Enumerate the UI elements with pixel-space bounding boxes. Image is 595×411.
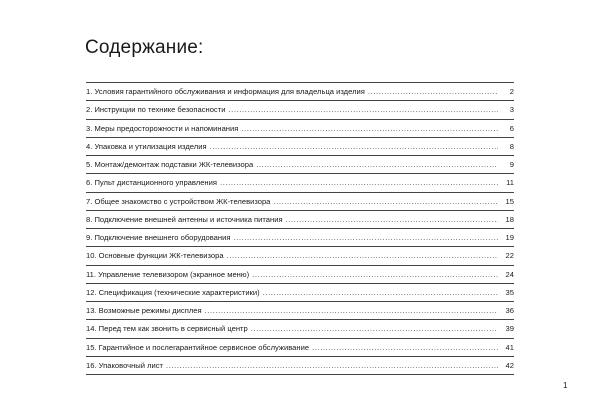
- toc-item[interactable]: [86, 357, 514, 375]
- toc-item-label: 9. Подключение внешнего оборудования: [86, 233, 231, 242]
- toc-item[interactable]: [86, 211, 514, 229]
- toc-dot-leader: [227, 247, 498, 265]
- toc-item-page: 36: [505, 306, 514, 315]
- toc-item[interactable]: [86, 156, 514, 174]
- toc-item-page: 35: [505, 287, 514, 297]
- toc-item-page: 6: [509, 123, 514, 133]
- toc-item[interactable]: [86, 339, 514, 357]
- toc-item[interactable]: [86, 138, 514, 156]
- toc-dot-leader: [228, 101, 498, 119]
- toc-item-label: 2. Инструкции по технике безопасности: [86, 105, 226, 115]
- toc-item-page: 18: [505, 214, 514, 224]
- toc-item-page: 24: [505, 269, 514, 279]
- toc-item-label: 6. Пульт дистанционного управления: [86, 178, 217, 188]
- toc-item-label: 3. Меры предосторожности и напоминания: [86, 123, 239, 133]
- toc-item[interactable]: [86, 302, 514, 320]
- toc-item[interactable]: [86, 284, 514, 302]
- toc-item-label: 12. Спецификация (технические характеристики): [86, 287, 260, 297]
- toc-item-label: 16. Упаковочный лист: [86, 360, 164, 370]
- toc-item-label: 8. Подключение внешней антенны и источника питания: [86, 214, 283, 224]
- toc-dot-leader: [273, 193, 498, 211]
- toc-item[interactable]: [86, 101, 514, 119]
- toc-item-label: 14. Перед тем как звонить в сервисный центр: [86, 324, 248, 334]
- toc-item[interactable]: [86, 193, 514, 211]
- toc-item[interactable]: [86, 83, 514, 101]
- toc-item-page: 2: [509, 87, 514, 96]
- toc-item-page: 3: [509, 105, 514, 115]
- page-number: 1: [563, 381, 568, 390]
- toc-item[interactable]: [86, 247, 514, 265]
- toc-dot-leader: [263, 284, 498, 302]
- toc-item-page: 8: [509, 141, 514, 151]
- toc-dot-leader: [166, 357, 498, 375]
- toc-item-label: 4. Упаковка и утилизация изделия: [86, 141, 207, 151]
- table-of-contents: [86, 82, 514, 375]
- toc-item-page: 39: [505, 324, 514, 334]
- toc-dot-leader: [286, 211, 498, 229]
- toc-item-label: 7. Общее знакомство с устройством ЖК-телевизора: [86, 196, 271, 206]
- toc-item-page: 9: [509, 160, 514, 169]
- toc-item[interactable]: [86, 229, 514, 247]
- toc-item-page: 15: [505, 196, 514, 206]
- toc-item[interactable]: [86, 320, 514, 338]
- toc-dot-leader: [241, 120, 498, 138]
- toc-item-page: 41: [505, 342, 514, 352]
- toc-dot-leader: [312, 339, 498, 357]
- toc-dot-leader: [205, 302, 498, 320]
- toc-dot-leader: [220, 174, 498, 192]
- toc-item-label: 1. Условия гарантийного обслуживания и информация для владельца изделия: [86, 87, 365, 96]
- toc-item-page: 19: [505, 233, 514, 242]
- toc-item-label: 15. Гарантийное и послегарантийное сервисное обслуживание: [86, 342, 310, 352]
- toc-dot-leader: [233, 229, 498, 247]
- toc-item-label: 11. Управление телевизором (экранное меню): [86, 269, 250, 279]
- toc-item-label: 10. Основные функции ЖК-телевизора: [86, 251, 224, 261]
- toc-dot-leader: [251, 320, 498, 338]
- toc-dot-leader: [252, 266, 498, 284]
- toc-item-page: 22: [505, 251, 514, 261]
- toc-item[interactable]: [86, 120, 514, 138]
- toc-dot-leader: [210, 138, 498, 156]
- toc-item-label: 5. Монтаж/демонтаж подставки ЖК-телевизора: [86, 160, 254, 169]
- toc-item-page: 42: [505, 360, 514, 370]
- toc-item-label: 13. Возможные режимы дисплея: [86, 306, 202, 315]
- toc-item-page: 11: [506, 178, 514, 188]
- toc-item[interactable]: [86, 266, 514, 284]
- page-title: Содержание:: [85, 37, 204, 58]
- toc-item[interactable]: [86, 174, 514, 192]
- toc-dot-leader: [368, 83, 498, 101]
- toc-dot-leader: [256, 156, 498, 174]
